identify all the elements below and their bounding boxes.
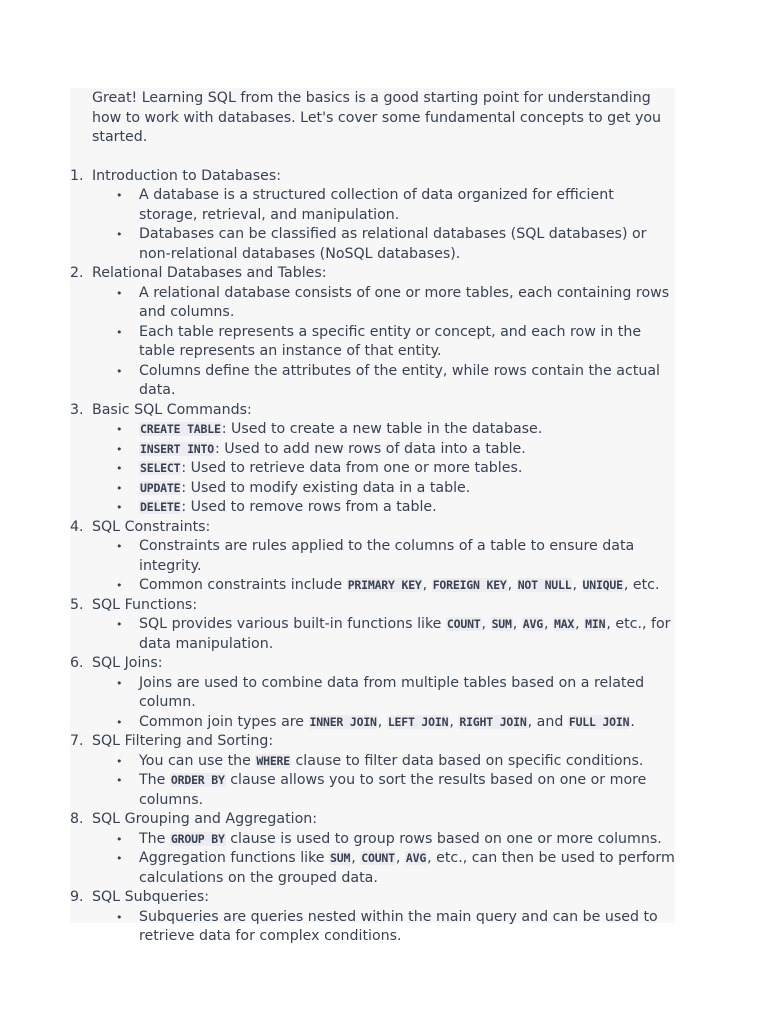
- inline-code: GROUP BY: [170, 831, 225, 846]
- inline-code: SUM: [491, 617, 512, 631]
- bullet-item: • The GROUP BY clause is used to group rows based on one or more columns.: [139, 830, 675, 850]
- inline-code: ORDER BY: [170, 773, 225, 787]
- section-number: 7.: [70, 733, 84, 749]
- section-number: 8.: [70, 811, 84, 827]
- bullet-dot-icon: •: [116, 910, 123, 924]
- bullet-item: • Columns define the attributes of the entity, while rows contain the actual data.: [116, 362, 660, 398]
- inline-code: SUM: [330, 851, 351, 865]
- list-item-section: [70, 518, 675, 596]
- inline-code: RIGHT JOIN: [459, 714, 527, 729]
- bullet-dot-icon: •: [116, 442, 123, 456]
- section-title: SQL Constraints:: [92, 518, 211, 535]
- inline-code: UPDATE: [140, 480, 181, 495]
- intro-paragraph: Great! Learning SQL from the basics is a good starting point for understanding how to work with databases. Let's cover some fundamental concepts to get you started.: [92, 90, 662, 145]
- inline-code: DELETE: [140, 500, 181, 514]
- section-title: SQL Grouping and Aggregation:: [92, 811, 318, 827]
- inline-code: WHERE: [256, 753, 290, 768]
- bullet-dot-icon: •: [116, 325, 123, 339]
- list-item-section: [70, 167, 675, 265]
- bullet-dot-icon: •: [116, 579, 123, 592]
- section-bullets: [92, 615, 675, 654]
- bullet-dot-icon: •: [116, 189, 123, 202]
- bullet-item: • Common constraints include PRIMARY KEY, FOREIGN KEY, NOT NULL, UNIQUE, etc.: [139, 576, 675, 596]
- inline-code: NOT NULL: [517, 578, 572, 592]
- bullet-dot-icon: •: [116, 852, 123, 865]
- section-bullets: [92, 830, 675, 889]
- bullet-dot-icon: •: [116, 676, 123, 690]
- section-title: Basic SQL Commands:: [92, 401, 252, 418]
- section-title: SQL Subqueries:: [92, 889, 209, 905]
- section-number: 4.: [70, 518, 84, 535]
- section-number: 1.: [70, 167, 84, 184]
- section-bullets: [92, 537, 675, 596]
- bullet-dot-icon: •: [116, 423, 123, 436]
- bullet-item: • SELECT: Used to retrieve data from one or more tables.: [139, 459, 675, 479]
- bullet-item: • Each table represents a specific entity or concept, and each row in the table represents an instance of that entity.: [116, 323, 642, 359]
- sql-topics-list: [70, 167, 675, 947]
- assistant-message: [70, 89, 675, 947]
- list-item-section: [70, 264, 675, 401]
- bullet-dot-icon: •: [116, 286, 123, 300]
- inline-code: COUNT: [361, 851, 395, 865]
- inline-code: UNIQUE: [582, 578, 623, 592]
- bullet-dot-icon: •: [116, 832, 123, 846]
- inline-code: AVG: [405, 851, 427, 865]
- section-bullets: [92, 908, 675, 947]
- bullet-dot-icon: •: [116, 774, 123, 787]
- bullet-item: • CREATE TABLE: Used to create a new table in the database.: [139, 420, 675, 440]
- list-item-section: [70, 810, 675, 888]
- bullet-item: • INSERT INTO: Used to add new rows of data into a table.: [139, 440, 675, 460]
- bullet-item: • A relational database consists of one or more tables, each containing rows and columns.: [116, 284, 670, 320]
- bullet-dot-icon: •: [116, 754, 123, 768]
- section-number: 2.: [70, 265, 84, 281]
- bullet-dot-icon: •: [116, 481, 123, 495]
- section-number: 5.: [70, 596, 84, 613]
- bullet-dot-icon: •: [116, 501, 123, 514]
- section-title: SQL Functions:: [92, 596, 198, 613]
- bullet-dot-icon: •: [116, 715, 123, 729]
- bullet-item: • SQL provides various built-in functions like COUNT, SUM, AVG, MAX, MIN, etc., for data manipulation.: [116, 616, 671, 652]
- bullet-item: • Subqueries are queries nested within the main query and can be used to retrieve data for complex conditions.: [116, 908, 658, 944]
- inline-code: LEFT JOIN: [387, 714, 449, 729]
- bullet-item: • Joins are used to combine data from multiple tables based on a related column.: [116, 674, 645, 710]
- bullet-item: • The ORDER BY clause allows you to sort the results based on one or more columns.: [116, 772, 647, 808]
- bullet-item: • Databases can be classified as relational databases (SQL databases) or non-relational databases (NoSQL databases).: [116, 226, 647, 262]
- section-bullets: [92, 284, 675, 401]
- bullet-dot-icon: •: [116, 540, 123, 553]
- bullet-dot-icon: •: [116, 228, 123, 241]
- section-number: 3.: [70, 401, 84, 418]
- bullet-item: • Aggregation functions like SUM, COUNT, AVG, etc., can then be used to perform calculations on the grouped data.: [116, 850, 675, 886]
- bullet-item: • Constraints are rules applied to the columns of a table to ensure data integrity.: [116, 538, 635, 574]
- section-title: Relational Databases and Tables:: [92, 265, 327, 281]
- list-item-section: [70, 888, 675, 947]
- section-title: SQL Joins:: [92, 655, 163, 671]
- inline-code: COUNT: [446, 617, 481, 631]
- bullet-dot-icon: •: [116, 462, 123, 475]
- bullet-item: • Common join types are INNER JOIN, LEFT JOIN, RIGHT JOIN, and FULL JOIN.: [139, 713, 675, 733]
- list-item-section: [70, 732, 675, 810]
- inline-code: MAX: [553, 617, 575, 631]
- section-title: SQL Filtering and Sorting:: [92, 733, 274, 749]
- inline-code: FULL JOIN: [568, 714, 630, 729]
- section-bullets: [92, 420, 675, 518]
- section-title: Introduction to Databases:: [92, 167, 282, 184]
- inline-code: PRIMARY KEY: [347, 578, 422, 592]
- section-bullets: [92, 752, 675, 811]
- bullet-dot-icon: •: [116, 364, 123, 378]
- inline-code: INSERT INTO: [140, 441, 214, 456]
- bullet-item: • You can use the WHERE clause to filter data based on specific conditions.: [139, 752, 675, 772]
- bullet-dot-icon: •: [116, 618, 123, 631]
- list-item-section: [70, 596, 675, 655]
- bullet-item: • UPDATE: Used to modify existing data in a table.: [139, 479, 675, 499]
- list-item-section: [70, 401, 675, 518]
- inline-code: MIN: [585, 617, 606, 631]
- bullet-item: • DELETE: Used to remove rows from a table.: [139, 498, 675, 518]
- section-bullets: [92, 674, 675, 733]
- bullet-item: • A database is a structured collection of data organized for efficient storage, retrieval, and manipulation.: [116, 187, 614, 223]
- inline-code: AVG: [522, 617, 543, 631]
- section-bullets: [92, 186, 675, 264]
- inline-code: INNER JOIN: [309, 714, 377, 729]
- inline-code: FOREIGN KEY: [432, 578, 507, 592]
- inline-code: SELECT: [140, 461, 181, 475]
- list-item-section: [70, 654, 675, 732]
- section-number: 6.: [70, 655, 84, 671]
- section-number: 9.: [70, 889, 84, 905]
- inline-code: CREATE TABLE: [140, 422, 221, 436]
